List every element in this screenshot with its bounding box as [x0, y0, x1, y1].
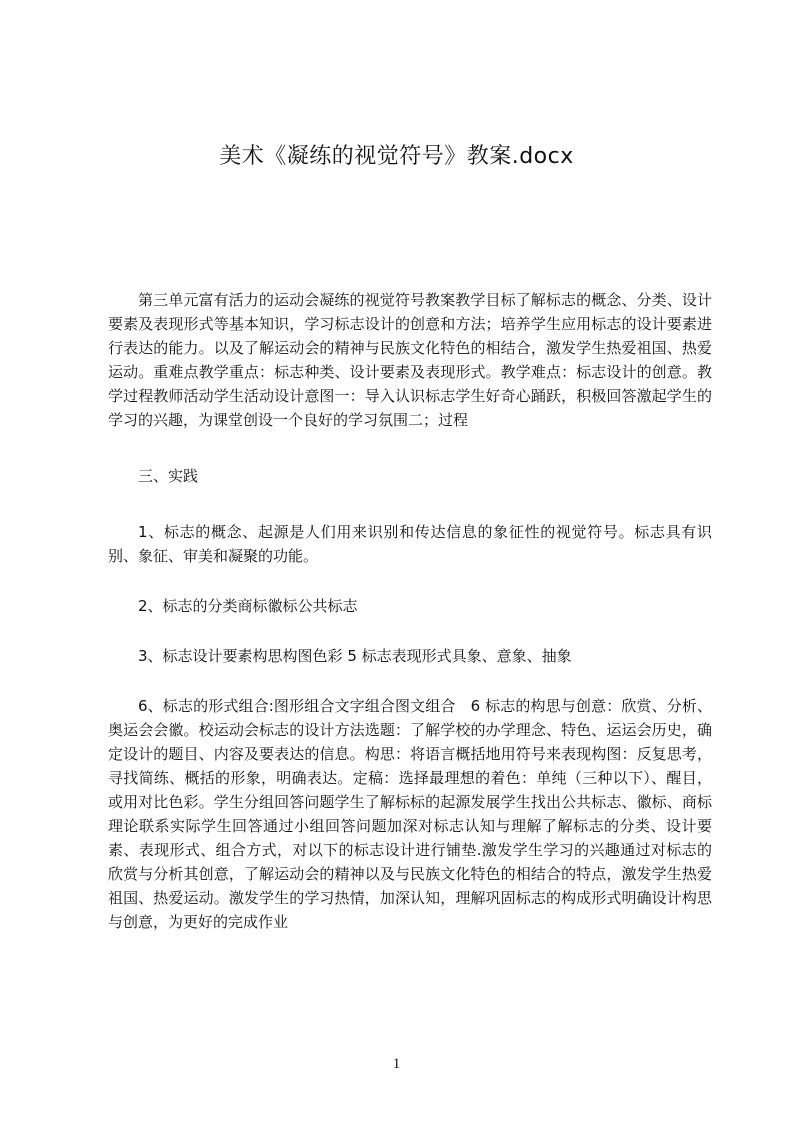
paragraph-item-2: 2、标志的分类商标徽标公共标志: [138, 597, 358, 615]
section-heading-practice: 三、实践: [138, 467, 199, 485]
page-number: 1: [392, 1056, 401, 1072]
document-title: 美术《凝练的视觉符号》教案.docx: [219, 144, 574, 169]
paragraph-item-1: 1、标志的概念、起源是人们用来识别和传达信息的象征性的视觉符号。标志具有识别、象征、审美和凝聚的功能。: [108, 523, 712, 565]
paragraph-intro: 第三单元富有活力的运动会凝练的视觉符号教案教学目标了解标志的概念、分类、设计要素及表现形式等基本知识，学习标志设计的创意和方法；培养学生应用标志的设计要素进行表达的能力。以及了解运动会的精神与民族文化特色的相结合，激发学生热爱祖国、热爱运动。重难点教学重点：标志种类、设计要素及表现形式。教学难点：标志设计的创意。教学过程教师活动学生活动设计意图一：导入认识标志学生好奇心踊跃，积极回答激起学生的学习的兴趣，为课堂创设一个良好的学习氛围二；过程: [108, 291, 712, 429]
paragraph-item-6: 6、标志的形式组合:图形组合文字组合图文组合 6 标志的构思与创意：欣赏、分析、奥运会会徽。校运动会标志的设计方法选题：了解学校的办学理念、特色、运运会历史，确定设计的题目、内容及要表达的信息。构思：将语言概括地用符号来表现构图：反复思考，寻找简练、概括的形象，明确表达。定稿：选择最理想的着色：单纯（三种以下）、醒目，或用对比色彩。学生分组回答问题学生了解标标的起源发展学生找出公共标志、徽标、商标理论联系实际学生回答通过小组回答问题加深对标志认知与理解了解标志的分类、设计要素、表现形式、组合方式，对以下的标志设计进行铺垫.激发学生学习的兴趣通过对标志的欣赏与分析其创意，了解运动会的精神以及与民族文化特色的相结合的特点，激发学生热爱祖国、热爱运动。激发学生的学习热情，加深认知，理解巩固标志的构成形式明确设计构思与创意，为更好的完成作业: [108, 697, 712, 931]
paragraph-item-3: 3、标志设计要素构思构图色彩 5 标志表现形式具象、意象、抽象: [138, 647, 572, 665]
document-body: [108, 288, 712, 934]
